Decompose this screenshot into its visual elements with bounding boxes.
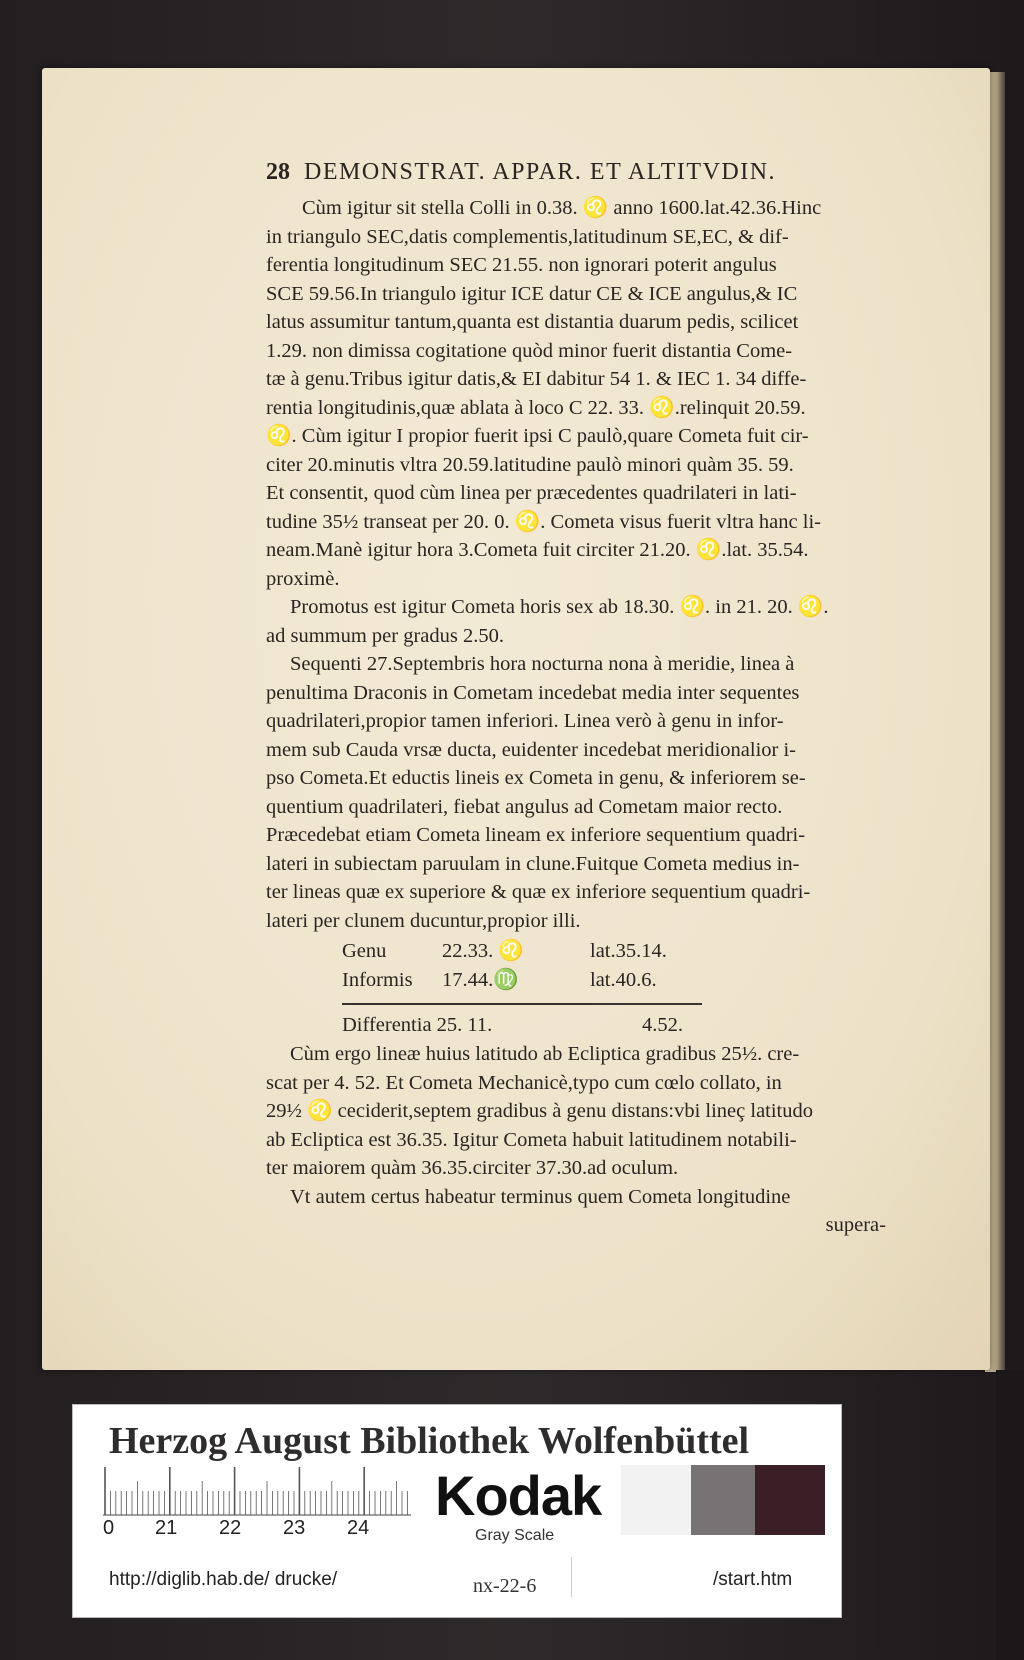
table-row bbox=[342, 937, 722, 966]
text-line: mem sub Cauda vrsæ ducta, euidenter incedebat meridionalior i- bbox=[266, 738, 796, 761]
page-number: 28 bbox=[266, 159, 290, 185]
gray-scale-label: Gray Scale bbox=[475, 1527, 555, 1544]
text-line: SCE 59.56.In triangulo igitur ICE datur CE & ICE angulus,& IC bbox=[266, 282, 798, 305]
text-line: Sequenti 27.Septembris hora nocturna nona à meridie, linea à bbox=[290, 653, 795, 675]
table-cell-latitude: lat.40.6. bbox=[590, 969, 657, 991]
divider bbox=[571, 1557, 572, 1597]
running-title: DEMONSTRAT. APPAR. ET ALTITVDIN. bbox=[304, 159, 777, 185]
table-cell-longitude: 22.33. ♌ bbox=[442, 940, 524, 962]
ruler-number: 21 bbox=[155, 1517, 178, 1539]
table-cell-name: Informis bbox=[342, 969, 413, 991]
shelfmark: nx-22-6 bbox=[473, 1575, 537, 1597]
start-path: /start.htm bbox=[713, 1569, 793, 1590]
text-line: Præcedebat etiam Cometa lineam ex inferiore sequentium quadri- bbox=[266, 824, 806, 846]
ruler-scale bbox=[103, 1467, 411, 1517]
text-line: ter maiorem quàm 36.35.circiter 37.30.ad oculum. bbox=[266, 1157, 679, 1179]
ruler-number: 0 bbox=[103, 1517, 115, 1539]
ruler-number: 23 bbox=[283, 1517, 306, 1539]
text-line: in triangulo SEC,datis complementis,latitudinum SE,EC, & dif- bbox=[266, 225, 789, 248]
text-line: Vt autem certus habeatur terminus quem Cometa longitudine bbox=[290, 1185, 791, 1208]
scan-target-card bbox=[72, 1404, 842, 1618]
table-cell-name: Genu bbox=[342, 940, 387, 962]
table-difference-row bbox=[342, 1011, 722, 1040]
table-cell-latitude: lat.35.14. bbox=[590, 940, 667, 962]
text-line: ♌. Cùm igitur I propior fuerit ipsi C paulò,quare Cometa fuit cir- bbox=[266, 425, 809, 447]
gray-swatch-dark bbox=[755, 1465, 825, 1535]
text-line: ad summum per gradus 2.50. bbox=[266, 624, 504, 647]
star-table bbox=[342, 937, 722, 1040]
after-paragraphs bbox=[266, 1040, 946, 1211]
text-line: scat per 4. 52. Et Cometa Mechanicè,typo cum cœlo collato, in bbox=[266, 1071, 782, 1094]
ruler-number: 24 bbox=[347, 1517, 370, 1539]
text-line: lateri in subiectam paruulam in clune.Fuitque Cometa medius in- bbox=[266, 852, 800, 875]
text-line: Cùm ergo lineæ huius latitudo ab Ecliptica gradibus 25½. cre- bbox=[290, 1043, 800, 1065]
text-line: quadrilateri,propior tamen inferiori. Linea verò à genu in infor- bbox=[266, 710, 784, 732]
text-line: lateri per clunem ducuntur,propior illi. bbox=[266, 909, 581, 932]
gray-swatch-light bbox=[621, 1465, 691, 1535]
text-line: citer 20.minutis vltra 20.59.latitudine paulò minori quàm 35. 59. bbox=[266, 453, 794, 476]
table-row bbox=[342, 966, 722, 995]
text-line: latus assumitur tantum,quanta est distantia duarum pedis, scilicet bbox=[266, 311, 799, 333]
next-page-edge bbox=[996, 1370, 1024, 1660]
source-url: http://diglib.hab.de/ drucke/ bbox=[109, 1569, 338, 1590]
text-line: quentium quadrilateri, fiebat angulus ad Cometam maior recto. bbox=[266, 795, 783, 818]
text-line: ab Ecliptica est 36.35. Igitur Cometa habuit latitudinem notabili- bbox=[266, 1128, 797, 1151]
library-name: Herzog August Bibliothek Wolfenbüttel bbox=[109, 1420, 750, 1462]
text-line: ferentia longitudinum SEC 21.55. non ignorari poterit angulus bbox=[266, 254, 777, 276]
ruler-number: 22 bbox=[219, 1517, 242, 1539]
kodak-logo: Kodak bbox=[435, 1464, 602, 1527]
text-line: 1.29. non dimissa cogitatione quòd minor fuerit distantia Come- bbox=[266, 339, 793, 362]
running-header bbox=[266, 158, 946, 192]
catchword: supera- bbox=[825, 1214, 886, 1236]
body-paragraphs bbox=[266, 194, 946, 935]
difference-value: 4.52. bbox=[642, 1014, 683, 1036]
text-line: tæ à genu.Tribus igitur datis,& EI dabitur 54 1. & IEC 1. 34 diffe- bbox=[266, 368, 807, 390]
text-line: tudine 35½ transeat per 20. 0. ♌. Cometa visus fuerit vltra hanc li- bbox=[266, 510, 821, 533]
text-line: ter lineas quæ ex superiore & quæ ex inferiore sequentium quadri- bbox=[266, 881, 811, 903]
text-line: Cùm igitur sit stella Colli in 0.38. ♌ anno 1600.lat.42.36.Hinc bbox=[302, 197, 822, 219]
text-line: rentia longitudinis,quæ ablata à loco C 22. 33. ♌.relinquit 20.59. bbox=[266, 396, 806, 419]
table-rule bbox=[342, 1003, 702, 1005]
page-text bbox=[266, 158, 946, 1240]
ruler-numbers bbox=[103, 1517, 423, 1541]
text-line: Promotus est igitur Cometa horis sex ab 18.30. ♌. in 21. 20. ♌. bbox=[290, 596, 829, 618]
text-line: penultima Draconis in Cometam incedebat media inter sequentes bbox=[266, 681, 800, 704]
text-line: proximè. bbox=[266, 567, 340, 590]
text-line: neam.Manè igitur hora 3.Cometa fuit circiter 21.20. ♌.lat. 35.54. bbox=[266, 539, 809, 561]
text-line: 29½ ♌ ceciderit,septem gradibus à genu distans:vbi lineç latitudo bbox=[266, 1100, 814, 1122]
difference-label: Differentia 25. 11. bbox=[342, 1014, 493, 1036]
table-cell-longitude: 17.44.♍ bbox=[442, 969, 519, 991]
text-line: pso Cometa.Et eductis lineis ex Cometa in genu, & inferiorem se- bbox=[266, 767, 806, 789]
text-line: Et consentit, quod cùm linea per præcedentes quadrilateri in lati- bbox=[266, 482, 797, 504]
gray-swatch-mid bbox=[691, 1465, 755, 1535]
